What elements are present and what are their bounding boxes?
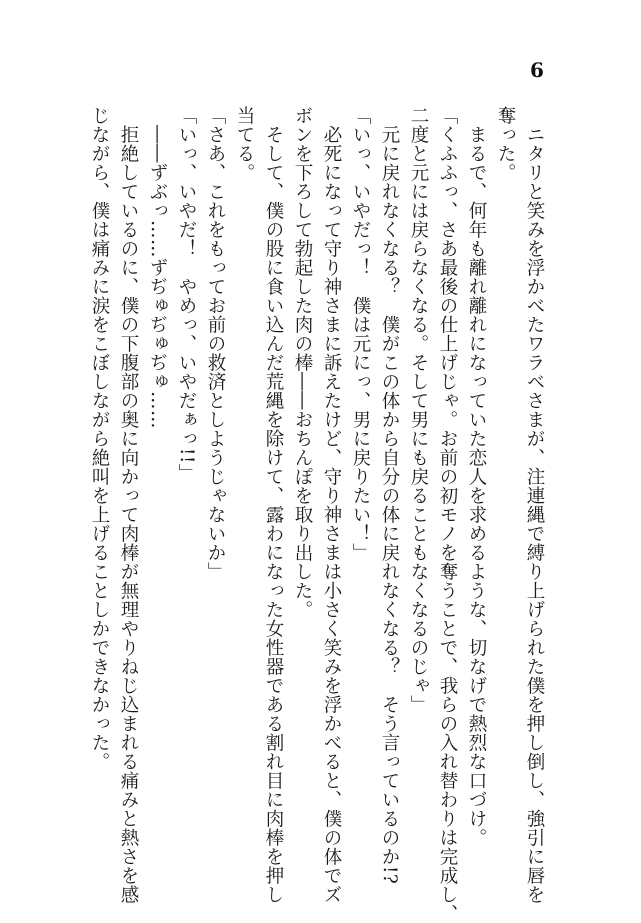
text-line: じながら、僕は痛みに涙をこぼしながら絶叫を上げることしかできなかった。 [89,106,110,771]
text-line: 「くふふっ、さあ最後の仕上げじゃ。お前の初モノを奪うことで、我らの入れ替わりは完成し、 [437,106,458,923]
text-line: ――ずぶっ……ずぢゅぢゅぢゅ…… [147,106,168,429]
text-line: 拒絶しているのに、僕の下腹部の奥に向かって肉棒が無理やりねじ込まれる痛みと熱さを感 [118,106,139,904]
text-line: まるで、何年も離れ離れになっていた恋人を求めるような、切なげで熱烈な口づけ。 [466,106,487,847]
text-line: 元に戻れなくなる？ 僕がこの体から自分の体に戻れなくなる？ そう言っているのか!? [379,106,400,885]
text-line: ボンを下ろして勃起した肉の棒――おちんぽを取り出した。 [292,106,313,619]
text-line: 「いっ、いやだ！ やめっ、いやだぁっ!!」 [176,106,197,483]
text-line: 「いっ、いやだっ！ 僕は元にっ、男に戻りたい！」 [350,106,371,562]
text-line: そして、僕の股に食い込んだ荒縄を除けて、露わになった女性器である割れ目に肉棒を押し [263,106,284,904]
text-line: 当てる。 [234,106,255,182]
text-line: 必死になって守り神さまに訴えたけど、守り神さまは小さく笑みを浮かべると、僕の体でズ [321,106,342,904]
text-line: ニタリと笑みを浮かべたワラベさまが、注連縄で縛り上げられた僕を押し倒し、強引に唇を [524,106,545,904]
vertical-body-text [85,106,549,923]
text-line: 奪った。 [495,106,516,182]
text-line: 二度と元には戻らなくなる。そして男にも戻ることもなくなるのじゃ」 [408,106,429,714]
page-number: 6 [530,58,544,82]
text-line: 「さあ、これをもってお前の救済としようじゃないか」 [205,106,226,581]
